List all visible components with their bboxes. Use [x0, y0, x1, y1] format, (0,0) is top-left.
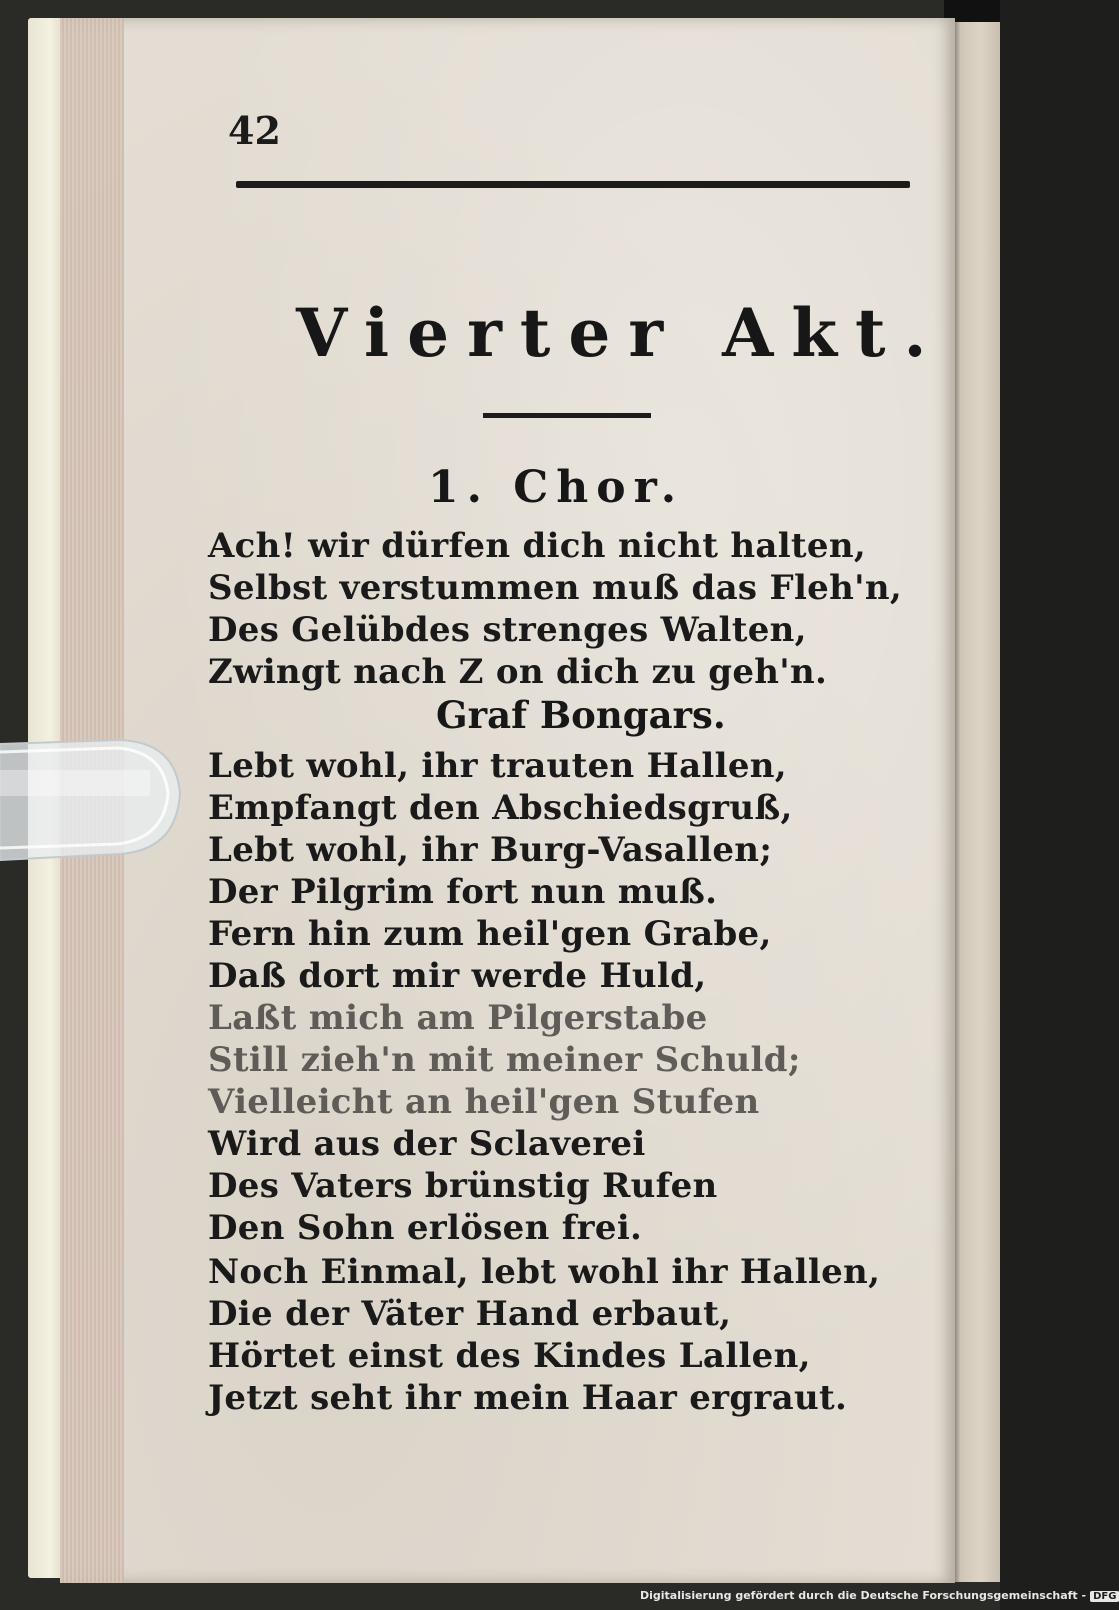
dfg-logo: DFG — [1090, 1591, 1119, 1602]
verse-line: Wird aus der Sclaverei — [208, 1124, 646, 1164]
chor-heading: 1. Chor. — [428, 462, 685, 513]
footer-credit-text: Digitalisierung gefördert durch die Deutsche Forschungsgemeinschaft - — [640, 1589, 1087, 1602]
verse-line: Lebt wohl, ihr trauten Hallen, — [208, 746, 787, 786]
chor-line: Ach! wir dürfen dich nicht halten, — [208, 526, 867, 566]
verse-line: Still zieh'n mit meiner Schuld; — [208, 1040, 801, 1080]
adjacent-page-edge — [952, 22, 1000, 1582]
verse-line: Fern hin zum heil'gen Grabe, — [208, 914, 772, 954]
verse-line: Noch Einmal, lebt wohl ihr Hallen, — [208, 1252, 881, 1292]
digitization-credit — [640, 1589, 1117, 1610]
verse-line: Lebt wohl, ihr Burg-Vasallen; — [208, 830, 773, 870]
chor-line: Des Gelübdes strenges Walten, — [208, 610, 807, 650]
chor-line: Selbst verstummen muß das Fleh'n, — [208, 568, 902, 608]
title-divider — [483, 413, 651, 418]
verse-line: Vielleicht an heil'gen Stufen — [208, 1082, 760, 1122]
speaker-name: Graf Bongars. — [436, 693, 726, 737]
verse-line: Daß dort mir werde Huld, — [208, 956, 707, 996]
verse-line: Des Vaters brünstig Rufen — [208, 1166, 718, 1206]
act-title: Vierter Akt. — [296, 294, 945, 372]
verse-line: Empfangt den Abschiedsgruß, — [208, 788, 793, 828]
header-rule — [236, 181, 910, 188]
verse-line: Den Sohn erlösen frei. — [208, 1208, 643, 1248]
verse-line: Der Pilgrim fort nun muß. — [208, 872, 718, 912]
verse-line: Laßt mich am Pilgerstabe — [208, 998, 708, 1038]
verse-line: Hörtet einst des Kindes Lallen, — [208, 1336, 811, 1376]
chor-line: Zwingt nach Z on dich zu geh'n. — [208, 652, 828, 692]
page-clip-holder — [0, 730, 190, 870]
verse-line: Die der Väter Hand erbaut, — [208, 1294, 732, 1334]
page-number: 42 — [228, 108, 281, 153]
verse-line: Jetzt seht ihr mein Haar ergraut. — [208, 1378, 848, 1418]
